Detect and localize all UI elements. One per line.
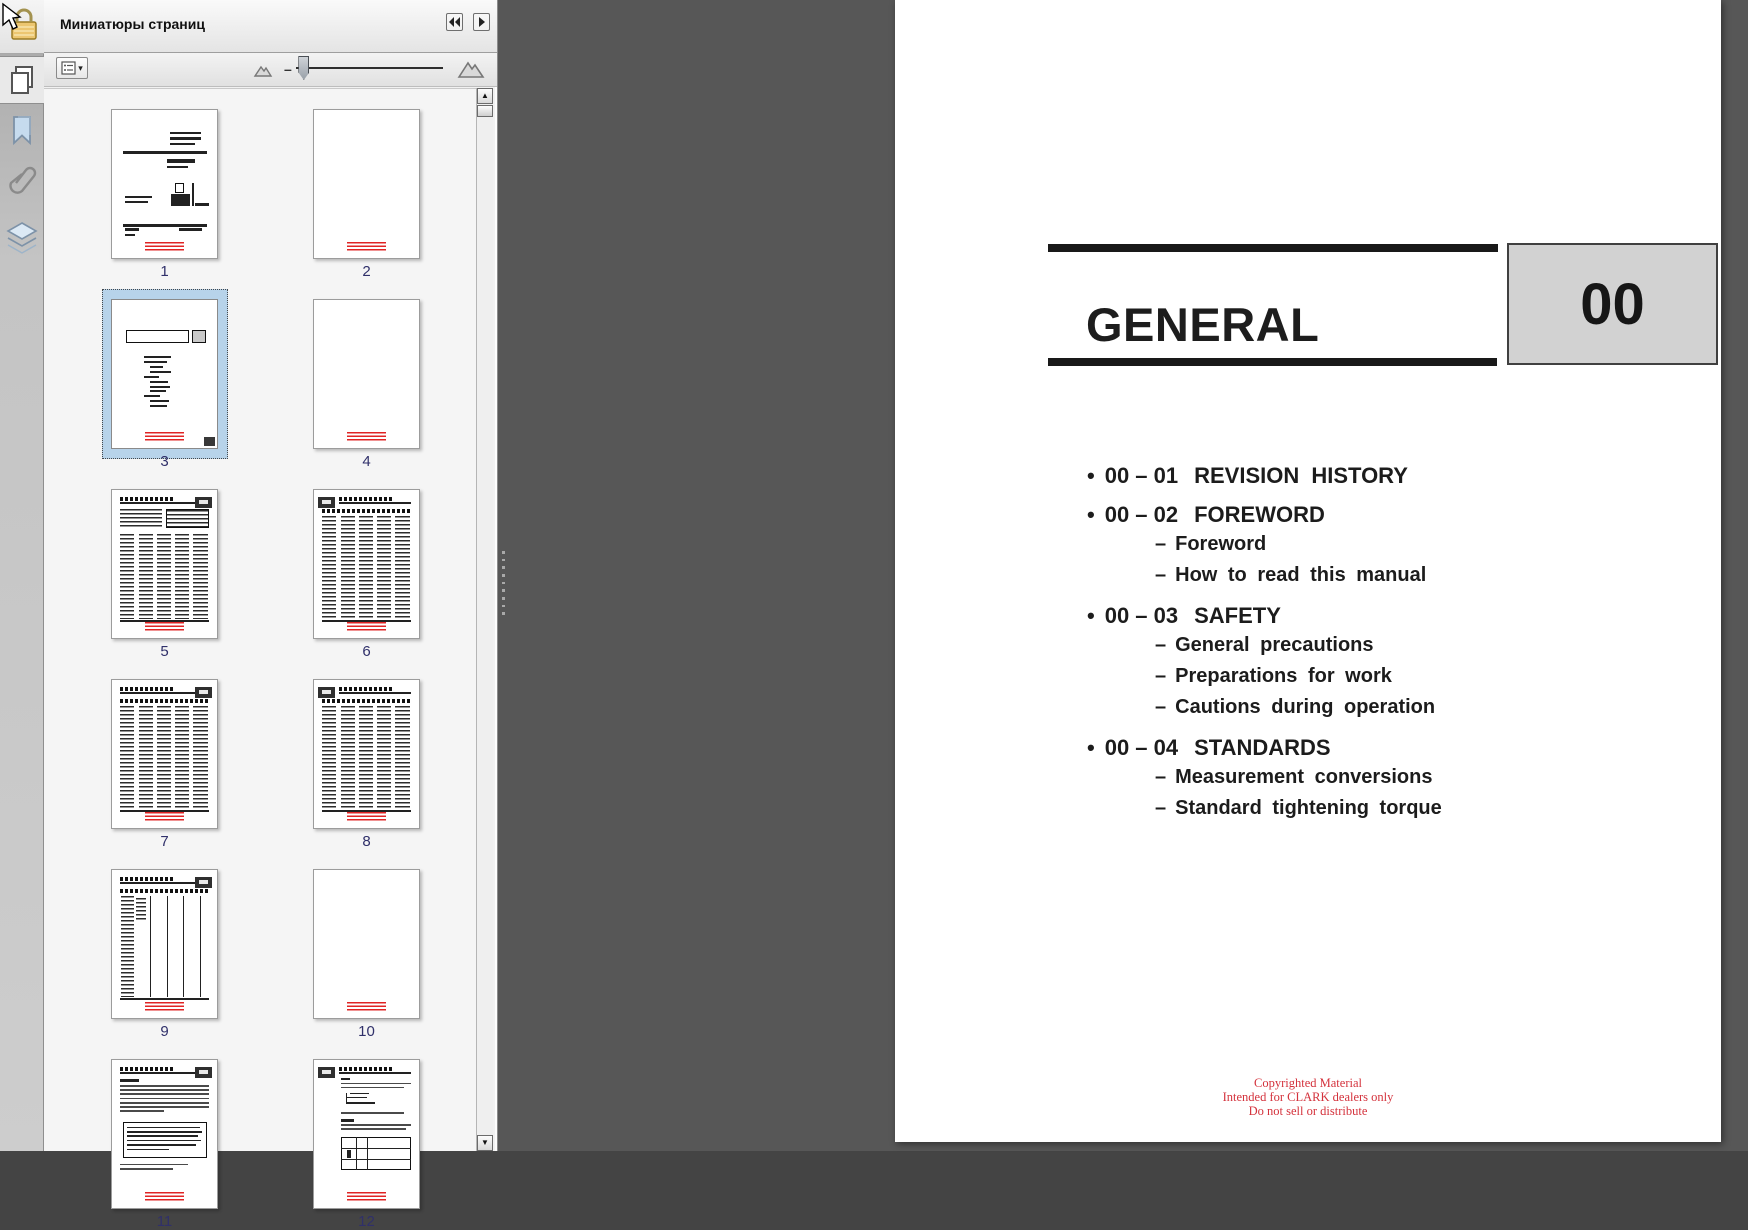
copyright-line: Do not sell or distribute xyxy=(1248,1104,1368,1118)
sidebar-item-bookmarks[interactable] xyxy=(0,108,44,152)
thumbnail-page-number: 9 xyxy=(160,1023,169,1040)
toc-item: – Standard tightening torque xyxy=(1155,797,1442,819)
toc-item: – Preparations for work xyxy=(1155,665,1392,687)
toc-item: • 00 – 03 SAFETY xyxy=(1087,603,1281,628)
toc-item: – Measurement conversions xyxy=(1155,766,1433,788)
collapse-panel-icon xyxy=(448,16,461,28)
thumbnail-page-number: 8 xyxy=(362,833,371,850)
collapse-panel-button[interactable] xyxy=(446,13,463,31)
sidebar-item-layers[interactable] xyxy=(0,216,44,260)
scrollbar-thumb[interactable] xyxy=(477,105,493,117)
thumbnail-page-number: 7 xyxy=(160,833,169,850)
thumbnail-size-slider-track[interactable] xyxy=(296,67,443,69)
thumbnail-page-number: 11 xyxy=(156,1213,173,1230)
toc-item: • 00 – 01 REVISION HISTORY xyxy=(1087,463,1408,488)
thumbnail-page-2[interactable] xyxy=(313,109,420,259)
thumbnail-page-number: 10 xyxy=(358,1023,375,1040)
thumbnail-page-8[interactable] xyxy=(313,679,420,829)
section-title: GENERAL xyxy=(1086,298,1320,351)
thumbnail-page-number: 6 xyxy=(362,643,371,660)
scroll-down-button[interactable]: ▼ xyxy=(477,1135,493,1151)
thumbnail-size-slider-thumb[interactable] xyxy=(298,56,309,80)
slider-min-tick: – xyxy=(284,61,292,77)
panel-toolbar xyxy=(44,53,497,87)
expand-panel-icon xyxy=(477,16,486,28)
thumbnail-page-1[interactable] xyxy=(111,109,218,259)
lock-icon xyxy=(0,0,44,54)
thumbnail-page-9[interactable] xyxy=(111,869,218,1019)
layers-icon xyxy=(6,221,38,255)
panel-title: Миниатюры страниц xyxy=(60,16,205,32)
bookmarks-icon xyxy=(8,114,36,146)
toc-item: • 00 – 02 FOREWORD xyxy=(1087,502,1325,527)
toc-item: – Cautions during operation xyxy=(1155,696,1436,718)
thumbnail-page-5[interactable] xyxy=(111,489,218,639)
panel-header xyxy=(44,0,497,53)
thumbnail-page-3[interactable] xyxy=(111,299,218,449)
toc-item: – Foreword xyxy=(1155,533,1267,555)
attachments-icon xyxy=(7,163,37,197)
copyright-line: Intended for CLARK dealers only xyxy=(1222,1090,1394,1104)
pdf-page xyxy=(895,0,1721,1142)
thumbnail-page-12[interactable] xyxy=(313,1059,420,1209)
chevron-down-icon: ▾ xyxy=(78,62,83,73)
sidebar-item-page-thumbnails[interactable] xyxy=(0,56,44,104)
expand-panel-button[interactable] xyxy=(473,13,490,31)
thumbnail-page-7[interactable] xyxy=(111,679,218,829)
zoom-in-thumbnails-icon[interactable] xyxy=(457,56,485,85)
thumbnail-page-number: 5 xyxy=(160,643,169,660)
thumbnail-page-number: 4 xyxy=(362,453,371,470)
thumbnail-page-number: 2 xyxy=(362,263,371,280)
options-icon xyxy=(61,61,76,75)
navigation-pane-strip xyxy=(0,0,44,1151)
toc-item: – How to read this manual xyxy=(1155,564,1427,586)
table-of-contents xyxy=(1087,0,1721,1142)
thumbnail-page-number: 12 xyxy=(358,1213,375,1230)
scroll-up-button[interactable]: ▲ xyxy=(477,88,493,104)
page-thumbnails-icon xyxy=(9,65,35,95)
thumbnail-page-11[interactable] xyxy=(111,1059,218,1209)
thumbnail-page-number: 3 xyxy=(160,453,169,470)
selected-page-corner-badge xyxy=(204,437,215,446)
thumbnails-panel xyxy=(44,0,498,1230)
document-viewport xyxy=(498,0,1748,1151)
thumbnail-scrollbar[interactable] xyxy=(476,88,493,1151)
security-lock-button[interactable] xyxy=(0,0,44,54)
thumbnail-page-6[interactable] xyxy=(313,489,420,639)
thumbnail-list xyxy=(44,88,476,1230)
options-button[interactable] xyxy=(56,57,88,79)
toc-item: • 00 – 04 STANDARDS xyxy=(1087,735,1331,760)
thumbnail-selection-highlight[interactable] xyxy=(102,289,228,459)
panel-splitter-grip[interactable] xyxy=(500,551,506,615)
copyright-notice xyxy=(895,1076,1721,1118)
sidebar-item-attachments[interactable] xyxy=(0,158,44,202)
thumbnail-page-4[interactable] xyxy=(313,299,420,449)
thumbnail-page-10[interactable] xyxy=(313,869,420,1019)
thumbnail-page-number: 1 xyxy=(160,263,169,280)
copyright-line: Copyrighted Material xyxy=(1254,1076,1362,1090)
toc-item: – General precautions xyxy=(1155,634,1374,656)
section-number: 00 xyxy=(1580,271,1645,337)
zoom-out-thumbnails-icon[interactable] xyxy=(253,62,273,83)
